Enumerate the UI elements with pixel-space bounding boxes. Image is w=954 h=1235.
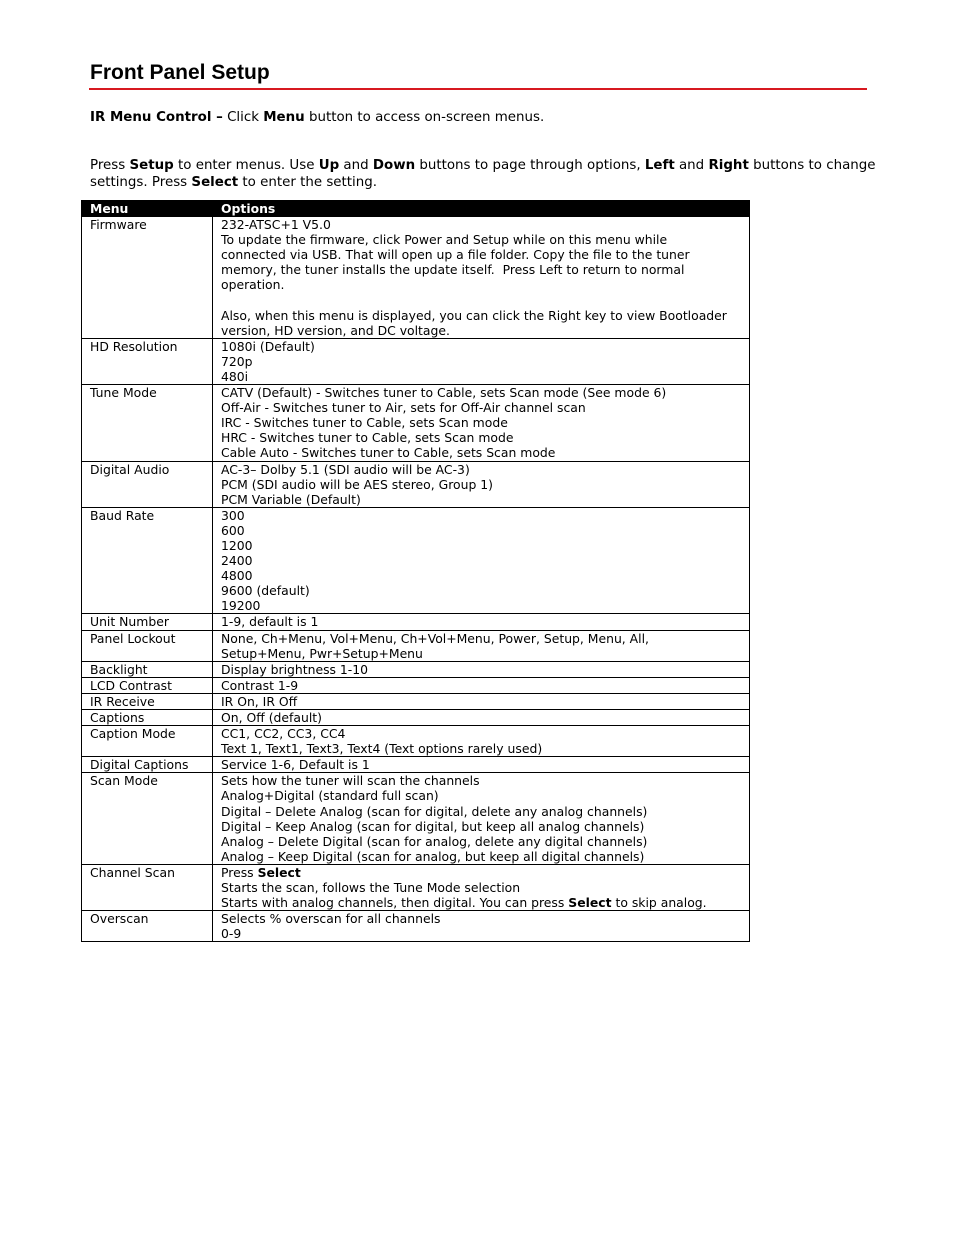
options-cell bbox=[213, 693, 750, 709]
menu-column-header: Menu bbox=[82, 201, 213, 217]
options-cell bbox=[213, 385, 750, 461]
option-line: Selects % overscan for all channels bbox=[221, 911, 441, 927]
option-line: Off-Air - Switches tuner to Air, sets for Off-Air channel scan bbox=[221, 400, 586, 416]
options-cell bbox=[213, 864, 750, 910]
table-row bbox=[82, 630, 750, 661]
menu-cell: IR Receive bbox=[82, 693, 213, 709]
table-row bbox=[82, 757, 750, 773]
table-row bbox=[82, 864, 750, 910]
options-column-header: Options bbox=[213, 201, 750, 217]
menu-options-table bbox=[81, 200, 750, 942]
option-line: 720p bbox=[221, 353, 253, 369]
table-row bbox=[82, 726, 750, 757]
options-cell bbox=[213, 461, 750, 507]
option-line: Analog – Keep Digital (scan for analog, but keep all digital channels) bbox=[221, 848, 645, 864]
option-line: 19200 bbox=[221, 598, 261, 614]
table-row bbox=[82, 338, 750, 384]
page-title: Front Panel Setup bbox=[90, 61, 270, 84]
option-line: To update the firmware, click Power and Setup while on this menu while bbox=[221, 232, 668, 248]
options-cell bbox=[213, 661, 750, 677]
option-line: 480i bbox=[221, 368, 249, 384]
option-line: 0-9 bbox=[221, 926, 242, 942]
option-line: AC-3– Dolby 5.1 (SDI audio will be AC-3) bbox=[221, 461, 470, 477]
option-line: 2400 bbox=[221, 553, 253, 569]
option-line: Sets how the tuner will scan the channels bbox=[221, 773, 480, 789]
menu-cell: Caption Mode bbox=[82, 726, 213, 757]
option-line: 1200 bbox=[221, 537, 253, 553]
ir-menu-control-paragraph: IR Menu Control – Click Menu button to access on-screen menus. bbox=[90, 110, 545, 125]
options-cell bbox=[213, 217, 750, 339]
option-line: Digital – Keep Analog (scan for digital, but keep all analog channels) bbox=[221, 818, 645, 834]
menu-cell: Tune Mode bbox=[82, 385, 213, 461]
option-line: CC1, CC2, CC3, CC4 bbox=[221, 726, 346, 742]
option-line: Contrast 1-9 bbox=[221, 677, 299, 693]
table-header-row bbox=[82, 201, 750, 217]
table-row bbox=[82, 693, 750, 709]
menu-cell: HD Resolution bbox=[82, 338, 213, 384]
menu-cell: Digital Audio bbox=[82, 461, 213, 507]
menu-cell: Digital Captions bbox=[82, 757, 213, 773]
options-cell bbox=[213, 911, 750, 942]
option-line: IR On, IR Off bbox=[221, 693, 298, 709]
option-line: Service 1-6, Default is 1 bbox=[221, 757, 370, 773]
option-line: Analog+Digital (standard full scan) bbox=[221, 788, 439, 804]
menu-cell: Unit Number bbox=[82, 614, 213, 630]
menu-cell: Panel Lockout bbox=[82, 630, 213, 661]
table-row bbox=[82, 385, 750, 461]
options-cell bbox=[213, 614, 750, 630]
menu-cell: Overscan bbox=[82, 911, 213, 942]
option-line: Digital – Delete Analog (scan for digital, delete any analog channels) bbox=[221, 803, 648, 819]
options-cell bbox=[213, 726, 750, 757]
table-row bbox=[82, 614, 750, 630]
option-line: PCM Variable (Default) bbox=[221, 491, 361, 507]
option-line: 9600 (default) bbox=[221, 583, 310, 599]
options-cell bbox=[213, 677, 750, 693]
title-underline bbox=[89, 88, 867, 90]
option-line: Press Select bbox=[221, 864, 301, 880]
options-cell bbox=[213, 710, 750, 726]
option-line: None, Ch+Menu, Vol+Menu, Ch+Vol+Menu, Power, Setup, Menu, All, bbox=[221, 630, 649, 646]
option-line: PCM (SDI audio will be AES stereo, Group 1) bbox=[221, 476, 494, 492]
menu-cell: Baud Rate bbox=[82, 507, 213, 614]
table-row bbox=[82, 461, 750, 507]
option-line: 1-9, default is 1 bbox=[221, 614, 319, 630]
option-line: 4800 bbox=[221, 568, 253, 584]
option-line: On, Off (default) bbox=[221, 710, 322, 725]
menu-cell: Firmware bbox=[82, 217, 213, 339]
option-line: IRC - Switches tuner to Cable, sets Scan mode bbox=[221, 415, 508, 431]
table-row bbox=[82, 773, 750, 865]
option-line: memory, the tuner installs the update itself. Press Left to return to normal bbox=[221, 262, 685, 278]
option-line: 232-ATSC+1 V5.0 bbox=[221, 217, 331, 233]
menu-cell: Backlight bbox=[82, 661, 213, 677]
blank-line bbox=[221, 293, 743, 308]
table-row bbox=[82, 710, 750, 726]
option-line: 1080i (Default) bbox=[221, 338, 315, 354]
option-line: connected via USB. That will open up a file folder. Copy the file to the tuner bbox=[221, 247, 690, 263]
ir-menu-control-label: IR Menu Control – bbox=[90, 110, 223, 125]
menu-cell: Captions bbox=[82, 710, 213, 726]
options-cell bbox=[213, 630, 750, 661]
option-line: Display brightness 1-10 bbox=[221, 661, 369, 677]
option-line: Text 1, Text1, Text3, Text4 (Text options rarely used) bbox=[221, 741, 543, 757]
option-line: Cable Auto - Switches tuner to Cable, sets Scan mode bbox=[221, 445, 556, 461]
option-line: Analog – Delete Digital (scan for analog, delete any digital channels) bbox=[221, 833, 648, 849]
option-line: CATV (Default) - Switches tuner to Cable, sets Scan mode (See mode 6) bbox=[221, 385, 667, 401]
option-line: Setup+Menu, Pwr+Setup+Menu bbox=[221, 645, 423, 661]
table-row bbox=[82, 911, 750, 942]
options-cell bbox=[213, 773, 750, 865]
options-cell bbox=[213, 507, 750, 614]
options-cell bbox=[213, 338, 750, 384]
table-body bbox=[82, 217, 750, 942]
menu-cell: Channel Scan bbox=[82, 864, 213, 910]
table-row bbox=[82, 507, 750, 614]
option-line: Starts the scan, follows the Tune Mode selection bbox=[221, 880, 521, 896]
table-row bbox=[82, 677, 750, 693]
menu-cell: LCD Contrast bbox=[82, 677, 213, 693]
option-line: HRC - Switches tuner to Cable, sets Scan mode bbox=[221, 430, 514, 446]
option-line: 600 bbox=[221, 522, 245, 538]
option-line: 300 bbox=[221, 507, 245, 523]
option-line: operation. bbox=[221, 277, 285, 293]
option-line: version, HD version, and DC voltage. bbox=[221, 322, 450, 338]
menu-cell: Scan Mode bbox=[82, 773, 213, 865]
table-row bbox=[82, 661, 750, 677]
table-row bbox=[82, 217, 750, 339]
option-line: Starts with analog channels, then digital. You can press Select to skip analog. bbox=[221, 895, 707, 911]
option-line: Also, when this menu is displayed, you can click the Right key to view Bootloader bbox=[221, 307, 727, 323]
options-cell bbox=[213, 757, 750, 773]
navigation-instructions-paragraph: Press Setup to enter menus. Use Up and Down buttons to page through options, Left and Right buttons to change settings. Press Select to enter the setting. bbox=[90, 158, 876, 190]
